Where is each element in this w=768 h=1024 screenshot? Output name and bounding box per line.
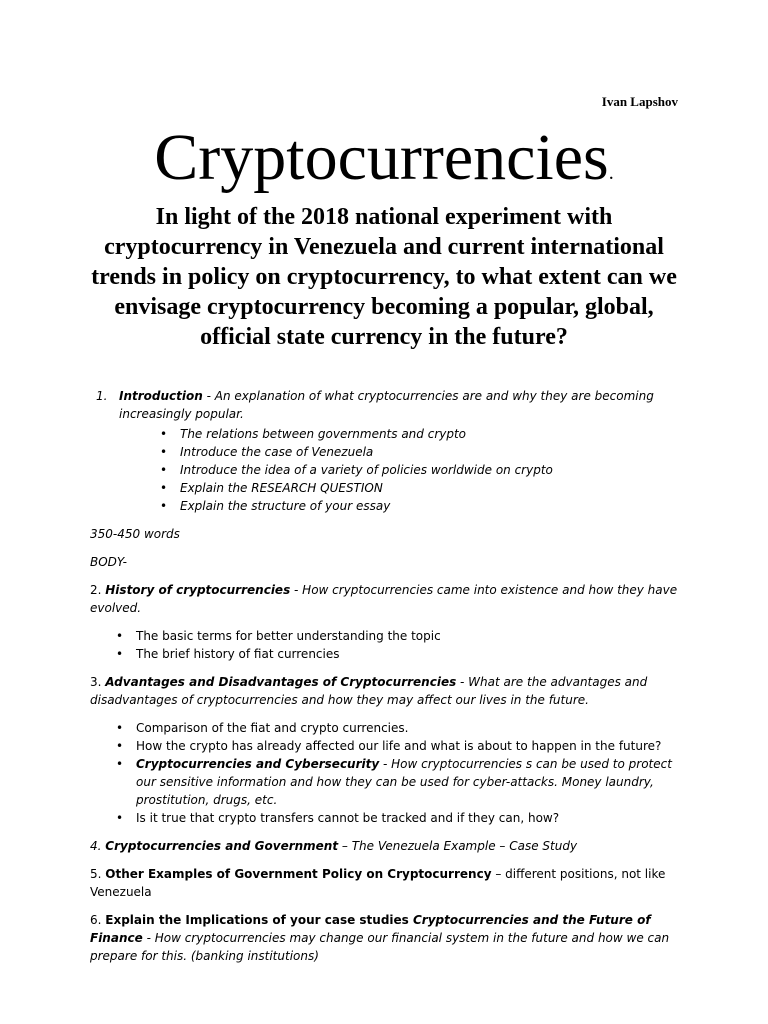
section-4 (90, 837, 690, 855)
document-title (0, 118, 768, 213)
body-label: BODY- (90, 555, 127, 569)
bullet-heading: Cryptocurrencies and Cybersecurity (136, 757, 380, 771)
list-item-text: Explain the structure of your essay (180, 499, 391, 513)
bullet-glyph: • (116, 811, 124, 825)
section-6-subheading: Cryptocurrencies and the Future of Finance (90, 913, 651, 945)
list-item-text: Comparison of the fiat and crypto currencies. (136, 721, 409, 735)
list-item-text: The relations between governments and crypto (180, 427, 467, 441)
list-item (116, 719, 690, 737)
bullet-glyph: • (116, 739, 124, 753)
section-3-number: 3. (90, 675, 106, 689)
author-name: Ivan Lapshov (601, 94, 678, 109)
word-count: 350-450 words (90, 527, 180, 541)
bullet-glyph: • (116, 629, 124, 643)
bullet-glyph: • (160, 481, 168, 495)
list-item-text: Is it true that crypto transfers cannot be tracked and if they can, how? (136, 811, 560, 825)
list-item (160, 443, 690, 461)
list-item (160, 461, 690, 479)
section-6-heading: Explain the Implications of your case studies (105, 913, 409, 927)
section-3 (90, 673, 690, 709)
list-item (116, 755, 690, 809)
bullet-glyph: • (160, 463, 168, 477)
section-3-heading: Advantages and Disadvantages of Cryptocurrencies (105, 675, 457, 689)
section-2-heading: History of cryptocurrencies (105, 583, 291, 597)
list-item-text: How the crypto has already affected our life and what is about to happen in the future? (136, 739, 662, 753)
section-1-description: - An explanation of what cryptocurrencies are and why they are becoming increasingly popular. (119, 389, 654, 421)
section-4-heading: Cryptocurrencies and Government (105, 839, 339, 853)
section-4-description: – The Venezuela Example – Case Study (338, 839, 578, 853)
section-1-heading: Introduction (119, 389, 203, 403)
title-text: Cryptocurrencies (154, 121, 609, 194)
list-item (160, 425, 690, 443)
list-item (160, 479, 690, 497)
section-5-number: 5. (90, 867, 106, 881)
section-2-description: - How cryptocurrencies came into existence and how they have evolved. (90, 583, 678, 615)
section-2 (90, 581, 690, 617)
list-item-text: Introduce the idea of a variety of policies worldwide on crypto (180, 463, 553, 477)
section-4-number: 4. (90, 839, 106, 853)
section-5 (90, 865, 690, 901)
bullet-glyph: • (116, 757, 124, 771)
list-item-text: Introduce the case of Venezuela (180, 445, 374, 459)
section-6-description: - How cryptocurrencies may change our financial system in the future and how we can prepare for this. (banking institutions) (90, 931, 670, 963)
bullet-glyph: • (160, 427, 168, 441)
list-item-text: The brief history of fiat currencies (136, 647, 340, 661)
list-item (116, 737, 690, 755)
essay-outline (90, 387, 690, 965)
section-1 (90, 387, 690, 423)
bullet-glyph: • (160, 499, 168, 513)
section-5-description: – different positions, not like Venezuela (90, 867, 666, 899)
research-question: In light of the 2018 national experiment with cryptocurrency in Venezuela and current international trends in policy on cryptocurrency, to what extent can we envisage cryptocurrency becoming a popular, global, official state currency in the future? (91, 204, 677, 350)
section-2-bullets (116, 627, 690, 663)
section-1-bullets (160, 425, 690, 515)
section-6-number: 6. (90, 913, 106, 927)
list-item-text: Explain the RESEARCH QUESTION (180, 481, 383, 495)
section-6 (90, 911, 690, 965)
list-item (116, 809, 690, 827)
bullet-glyph: • (116, 721, 124, 735)
section-5-heading: Other Examples of Government Policy on Cryptocurrency (105, 867, 492, 881)
list-item (160, 497, 690, 515)
section-3-description: - What are the advantages and disadvantages of cryptocurrencies and how they may affect our lives in the future. (90, 675, 648, 707)
bullet-glyph: • (116, 647, 124, 661)
section-3-bullets (116, 719, 690, 827)
list-item-text: The basic terms for better understanding the topic (136, 629, 441, 643)
list-item-text: - How cryptocurrencies s can be used to protect our sensitive information and how they can be used for cyber-attacks. Money laundry, prostitution, drugs, etc. (136, 757, 672, 807)
section-1-number: 1. (96, 389, 108, 403)
bullet-glyph: • (160, 445, 168, 459)
list-item (116, 627, 690, 645)
section-2-number: 2. (90, 583, 106, 597)
title-period: . (608, 162, 614, 184)
list-item (116, 645, 690, 663)
